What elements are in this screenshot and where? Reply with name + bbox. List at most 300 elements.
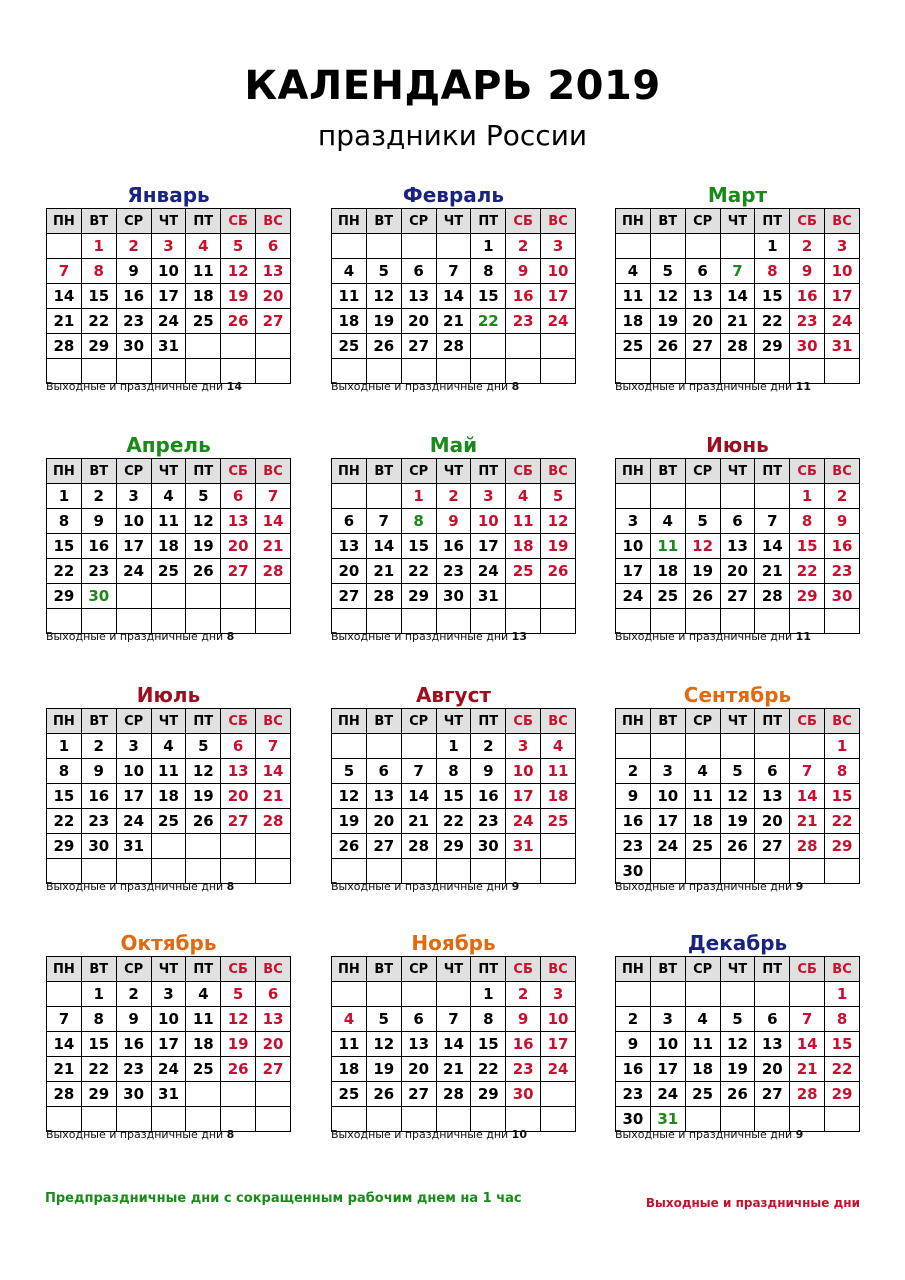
day-cell: 13 — [256, 259, 291, 284]
weekday-header: ПН — [616, 957, 651, 982]
month-7 — [46, 682, 291, 912]
day-cell: 28 — [790, 1082, 825, 1107]
day-cell: 10 — [471, 509, 506, 534]
day-cell — [616, 734, 651, 759]
day-cell: 18 — [685, 1057, 720, 1082]
day-cell: 6 — [755, 1007, 790, 1032]
weekday-header: ВТ — [650, 459, 685, 484]
day-cell: 13 — [755, 1032, 790, 1057]
day-cell: 19 — [720, 809, 755, 834]
day-cell: 3 — [541, 234, 576, 259]
day-cell: 12 — [650, 284, 685, 309]
day-cell: 25 — [186, 1057, 221, 1082]
day-cell: 1 — [47, 734, 82, 759]
weekday-header: ВТ — [650, 209, 685, 234]
day-cell: 18 — [332, 1057, 367, 1082]
day-cell — [151, 834, 186, 859]
day-cell: 16 — [116, 284, 151, 309]
weekday-header: ЧТ — [436, 709, 471, 734]
month-footer — [331, 880, 576, 894]
day-cell: 28 — [401, 834, 436, 859]
day-cell — [186, 834, 221, 859]
day-cell: 18 — [541, 784, 576, 809]
day-cell: 6 — [221, 484, 256, 509]
day-cell — [332, 484, 367, 509]
day-cell: 22 — [436, 809, 471, 834]
day-cell: 2 — [616, 759, 651, 784]
day-cell — [720, 484, 755, 509]
day-cell: 2 — [790, 234, 825, 259]
day-cell: 26 — [541, 559, 576, 584]
weekday-header: ЧТ — [151, 709, 186, 734]
day-cell: 12 — [221, 1007, 256, 1032]
weekday-header: ВТ — [650, 709, 685, 734]
day-cell: 16 — [506, 284, 541, 309]
day-cell: 5 — [221, 982, 256, 1007]
month-9 — [615, 682, 860, 912]
day-cell: 4 — [151, 734, 186, 759]
day-cell: 24 — [541, 309, 576, 334]
day-cell: 4 — [332, 259, 367, 284]
day-cell: 18 — [186, 284, 221, 309]
day-cell: 9 — [616, 1032, 651, 1057]
day-cell: 18 — [332, 309, 367, 334]
month-10 — [46, 930, 291, 1160]
weekday-header: ПН — [332, 209, 367, 234]
day-cell: 20 — [366, 809, 401, 834]
month-name: Май — [429, 433, 478, 457]
day-cell: 20 — [755, 809, 790, 834]
day-cell: 24 — [825, 309, 860, 334]
day-cell: 21 — [755, 559, 790, 584]
day-cell — [650, 484, 685, 509]
day-cell — [650, 734, 685, 759]
day-cell: 20 — [221, 534, 256, 559]
day-cell: 22 — [471, 1057, 506, 1082]
day-cell: 21 — [720, 309, 755, 334]
day-cell: 26 — [366, 334, 401, 359]
day-cell: 4 — [685, 1007, 720, 1032]
weekday-header: ВТ — [81, 957, 116, 982]
day-cell: 21 — [401, 809, 436, 834]
footer-label: Выходные и праздничные дни — [331, 630, 512, 643]
day-cell: 6 — [332, 509, 367, 534]
day-cell: 30 — [471, 834, 506, 859]
day-cell: 7 — [436, 259, 471, 284]
day-cell — [720, 982, 755, 1007]
month-footer — [615, 630, 860, 644]
day-cell: 2 — [116, 982, 151, 1007]
day-cell: 23 — [790, 309, 825, 334]
day-cell: 8 — [471, 259, 506, 284]
day-cell: 25 — [332, 334, 367, 359]
day-cell — [685, 982, 720, 1007]
month-grid — [615, 708, 860, 884]
day-cell: 15 — [790, 534, 825, 559]
day-cell: 25 — [332, 1082, 367, 1107]
day-cell: 31 — [151, 334, 186, 359]
day-cell: 31 — [825, 334, 860, 359]
month-grid — [615, 208, 860, 384]
day-cell: 1 — [755, 234, 790, 259]
day-cell: 10 — [825, 259, 860, 284]
day-cell — [401, 982, 436, 1007]
weekday-header: ВТ — [650, 957, 685, 982]
day-cell — [755, 734, 790, 759]
day-cell: 22 — [825, 809, 860, 834]
day-cell: 27 — [221, 559, 256, 584]
weekday-header: ПТ — [755, 209, 790, 234]
day-cell: 8 — [47, 509, 82, 534]
day-cell: 7 — [47, 1007, 82, 1032]
day-cell: 9 — [81, 509, 116, 534]
day-cell: 23 — [436, 559, 471, 584]
day-cell: 29 — [790, 584, 825, 609]
day-cell: 12 — [685, 534, 720, 559]
weekday-header: ВС — [541, 709, 576, 734]
day-cell: 6 — [221, 734, 256, 759]
day-cell — [616, 982, 651, 1007]
month-footer — [46, 1128, 291, 1142]
weekday-header: ПН — [47, 709, 82, 734]
day-cell: 30 — [790, 334, 825, 359]
day-cell — [186, 584, 221, 609]
weekday-header: ПН — [332, 459, 367, 484]
day-cell: 19 — [186, 534, 221, 559]
day-cell: 3 — [116, 484, 151, 509]
day-cell: 24 — [151, 1057, 186, 1082]
day-cell: 14 — [755, 534, 790, 559]
day-cell: 1 — [401, 484, 436, 509]
day-cell: 10 — [116, 509, 151, 534]
day-cell: 4 — [332, 1007, 367, 1032]
day-cell: 4 — [685, 759, 720, 784]
day-cell — [401, 734, 436, 759]
day-cell: 14 — [790, 1032, 825, 1057]
footer-label: Выходные и праздничные дни — [331, 880, 512, 893]
day-cell: 30 — [506, 1082, 541, 1107]
day-cell: 11 — [151, 759, 186, 784]
holidays-count: 11 — [795, 380, 811, 393]
day-cell: 28 — [47, 1082, 82, 1107]
month-name: Июль — [136, 683, 201, 707]
month-grid — [615, 458, 860, 634]
day-cell: 3 — [506, 734, 541, 759]
day-cell: 14 — [436, 284, 471, 309]
day-cell: 19 — [720, 1057, 755, 1082]
day-cell — [471, 334, 506, 359]
day-cell: 14 — [47, 284, 82, 309]
day-cell — [720, 734, 755, 759]
day-cell: 14 — [256, 509, 291, 534]
day-cell: 12 — [366, 1032, 401, 1057]
weekday-header: ЧТ — [151, 459, 186, 484]
day-cell: 6 — [720, 509, 755, 534]
day-cell: 8 — [81, 259, 116, 284]
day-cell — [116, 584, 151, 609]
day-cell — [366, 234, 401, 259]
day-cell: 23 — [506, 1057, 541, 1082]
day-cell: 27 — [755, 1082, 790, 1107]
month-grid — [46, 208, 291, 384]
day-cell — [541, 334, 576, 359]
day-cell: 1 — [81, 234, 116, 259]
day-cell: 26 — [685, 584, 720, 609]
day-cell: 17 — [616, 559, 651, 584]
day-cell: 28 — [436, 1082, 471, 1107]
day-cell: 13 — [366, 784, 401, 809]
weekday-header: СР — [401, 209, 436, 234]
weekday-header: ПТ — [186, 709, 221, 734]
day-cell: 12 — [221, 259, 256, 284]
day-cell — [221, 334, 256, 359]
day-cell — [790, 982, 825, 1007]
weekday-header: ПН — [616, 709, 651, 734]
day-cell: 17 — [650, 809, 685, 834]
day-cell: 17 — [116, 534, 151, 559]
weekday-header: ВС — [256, 957, 291, 982]
weekday-header: ЧТ — [720, 459, 755, 484]
day-cell — [366, 982, 401, 1007]
day-cell: 8 — [790, 509, 825, 534]
day-cell: 22 — [825, 1057, 860, 1082]
month-grid — [331, 208, 576, 384]
day-cell: 25 — [685, 1082, 720, 1107]
day-cell: 17 — [506, 784, 541, 809]
day-cell: 5 — [366, 1007, 401, 1032]
day-cell: 3 — [116, 734, 151, 759]
day-cell: 5 — [720, 759, 755, 784]
month-grid — [615, 956, 860, 1132]
weekday-header: СБ — [221, 209, 256, 234]
page-subtitle: праздники России — [317, 119, 588, 152]
day-cell: 13 — [720, 534, 755, 559]
footer-label: Выходные и праздничные дни — [615, 630, 796, 643]
day-cell: 8 — [436, 759, 471, 784]
day-cell: 21 — [47, 1057, 82, 1082]
day-cell: 16 — [81, 534, 116, 559]
weekday-header: СБ — [506, 209, 541, 234]
day-cell: 16 — [116, 1032, 151, 1057]
day-cell: 22 — [790, 559, 825, 584]
weekday-header: ПТ — [471, 459, 506, 484]
day-cell — [256, 834, 291, 859]
day-cell: 23 — [471, 809, 506, 834]
day-cell: 9 — [436, 509, 471, 534]
day-cell: 20 — [332, 559, 367, 584]
weekday-header: ВТ — [366, 459, 401, 484]
day-cell: 5 — [186, 484, 221, 509]
day-cell: 21 — [366, 559, 401, 584]
day-cell: 17 — [151, 1032, 186, 1057]
day-cell: 15 — [471, 284, 506, 309]
day-cell: 2 — [436, 484, 471, 509]
day-cell: 18 — [506, 534, 541, 559]
weekday-header: ВС — [825, 209, 860, 234]
day-cell: 7 — [790, 759, 825, 784]
weekday-header: СБ — [790, 209, 825, 234]
day-cell: 14 — [256, 759, 291, 784]
day-cell: 3 — [825, 234, 860, 259]
day-cell: 24 — [650, 1082, 685, 1107]
day-cell: 9 — [790, 259, 825, 284]
weekday-header: СР — [116, 957, 151, 982]
day-cell: 7 — [720, 259, 755, 284]
day-cell: 27 — [256, 309, 291, 334]
day-cell — [47, 234, 82, 259]
month-11 — [331, 930, 576, 1160]
day-cell: 16 — [790, 284, 825, 309]
month-1 — [46, 182, 291, 412]
weekday-header: СР — [685, 709, 720, 734]
weekday-header: ПН — [47, 209, 82, 234]
day-cell: 17 — [151, 284, 186, 309]
day-cell: 16 — [436, 534, 471, 559]
day-cell: 23 — [116, 1057, 151, 1082]
day-cell: 28 — [755, 584, 790, 609]
month-name: Март — [707, 183, 768, 207]
day-cell — [541, 584, 576, 609]
day-cell: 15 — [755, 284, 790, 309]
weekday-header: ЧТ — [151, 209, 186, 234]
day-cell: 11 — [186, 1007, 221, 1032]
month-grid — [46, 708, 291, 884]
holidays-count: 8 — [226, 630, 235, 643]
day-cell — [401, 234, 436, 259]
day-cell: 11 — [186, 259, 221, 284]
day-cell: 23 — [506, 309, 541, 334]
weekday-header: ВС — [541, 957, 576, 982]
weekday-header: СБ — [221, 709, 256, 734]
day-cell — [616, 484, 651, 509]
day-cell: 2 — [506, 982, 541, 1007]
footer-label: Выходные и праздничные дни — [46, 630, 227, 643]
weekday-header: ПТ — [186, 209, 221, 234]
day-cell: 6 — [256, 982, 291, 1007]
day-cell: 12 — [366, 284, 401, 309]
day-cell: 24 — [506, 809, 541, 834]
month-8 — [331, 682, 576, 912]
day-cell: 9 — [616, 784, 651, 809]
day-cell: 14 — [366, 534, 401, 559]
day-cell: 23 — [616, 834, 651, 859]
weekday-header: ВТ — [81, 459, 116, 484]
day-cell: 19 — [366, 1057, 401, 1082]
legend-holiday: Выходные и праздничные дни — [645, 1196, 860, 1210]
weekday-header: СР — [401, 709, 436, 734]
month-footer — [331, 1128, 576, 1142]
day-cell: 24 — [541, 1057, 576, 1082]
day-cell — [436, 234, 471, 259]
day-cell — [221, 1082, 256, 1107]
day-cell: 13 — [401, 1032, 436, 1057]
day-cell: 31 — [151, 1082, 186, 1107]
day-cell: 2 — [825, 484, 860, 509]
day-cell: 26 — [332, 834, 367, 859]
weekday-header: ВС — [825, 459, 860, 484]
weekday-header: ПН — [332, 957, 367, 982]
day-cell: 10 — [116, 759, 151, 784]
day-cell: 14 — [790, 784, 825, 809]
day-cell: 10 — [650, 784, 685, 809]
day-cell: 3 — [151, 234, 186, 259]
month-name: Декабрь — [687, 931, 788, 955]
day-cell: 10 — [650, 1032, 685, 1057]
month-grid — [46, 458, 291, 634]
day-cell: 30 — [116, 1082, 151, 1107]
day-cell: 7 — [790, 1007, 825, 1032]
day-cell: 30 — [81, 834, 116, 859]
weekday-header: ПН — [47, 459, 82, 484]
day-cell: 27 — [256, 1057, 291, 1082]
day-cell: 4 — [506, 484, 541, 509]
day-cell: 31 — [471, 584, 506, 609]
day-cell: 18 — [151, 784, 186, 809]
weekday-header: ПН — [616, 209, 651, 234]
weekday-header: СР — [401, 957, 436, 982]
month-footer — [615, 880, 860, 894]
day-cell: 7 — [401, 759, 436, 784]
day-cell: 6 — [366, 759, 401, 784]
day-cell: 9 — [506, 259, 541, 284]
day-cell: 20 — [401, 1057, 436, 1082]
day-cell: 7 — [755, 509, 790, 534]
day-cell: 15 — [401, 534, 436, 559]
day-cell: 16 — [471, 784, 506, 809]
day-cell: 12 — [541, 509, 576, 534]
day-cell: 29 — [81, 1082, 116, 1107]
day-cell: 24 — [471, 559, 506, 584]
month-name: Октябрь — [120, 931, 217, 955]
day-cell: 18 — [616, 309, 651, 334]
day-cell: 22 — [81, 309, 116, 334]
day-cell: 5 — [186, 734, 221, 759]
day-cell: 22 — [81, 1057, 116, 1082]
day-cell: 15 — [81, 1032, 116, 1057]
day-cell — [616, 234, 651, 259]
day-cell: 28 — [256, 559, 291, 584]
day-cell: 26 — [720, 1082, 755, 1107]
day-cell: 26 — [366, 1082, 401, 1107]
day-cell — [256, 334, 291, 359]
day-cell: 30 — [616, 1107, 651, 1132]
day-cell: 11 — [506, 509, 541, 534]
day-cell: 26 — [186, 809, 221, 834]
day-cell: 21 — [436, 309, 471, 334]
day-cell: 23 — [116, 309, 151, 334]
day-cell: 28 — [256, 809, 291, 834]
day-cell: 6 — [401, 259, 436, 284]
weekday-header: ЧТ — [436, 459, 471, 484]
day-cell — [506, 584, 541, 609]
day-cell: 5 — [541, 484, 576, 509]
day-cell: 5 — [366, 259, 401, 284]
footer-label: Выходные и праздничные дни — [615, 1128, 796, 1141]
month-name: Январь — [127, 183, 210, 207]
day-cell: 19 — [541, 534, 576, 559]
day-cell: 14 — [436, 1032, 471, 1057]
day-cell: 15 — [81, 284, 116, 309]
day-cell: 9 — [471, 759, 506, 784]
day-cell: 22 — [47, 559, 82, 584]
footer-label: Выходные и праздничные дни — [331, 1128, 512, 1141]
footer-label: Выходные и праздничные дни — [46, 880, 227, 893]
day-cell: 12 — [720, 784, 755, 809]
day-cell: 29 — [755, 334, 790, 359]
day-cell: 27 — [401, 334, 436, 359]
day-cell: 10 — [151, 1007, 186, 1032]
holidays-count: 13 — [511, 630, 527, 643]
